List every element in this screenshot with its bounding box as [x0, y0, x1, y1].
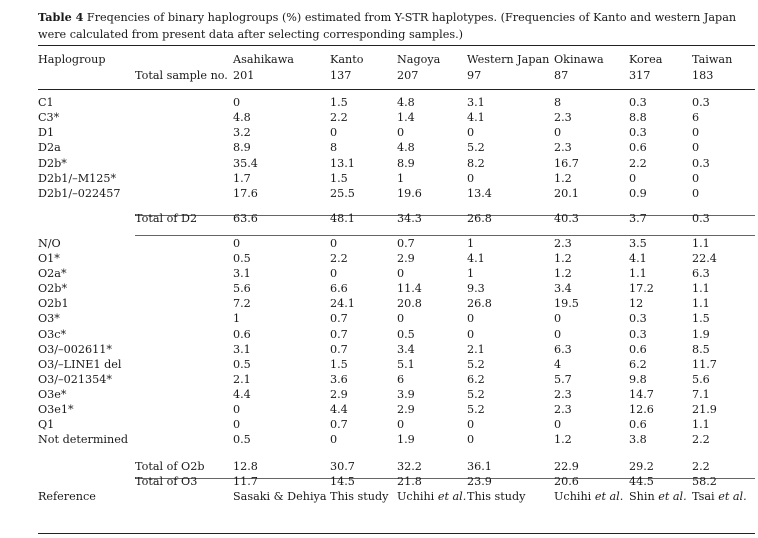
- frequency-cell: 8.9: [397, 156, 415, 170]
- table-row: [38, 311, 755, 326]
- haplogroup-name: C1: [38, 96, 54, 110]
- frequency-cell: 9.8: [629, 372, 647, 386]
- frequency-cell: 1.5: [330, 171, 348, 185]
- frequency-cell: 1.1: [692, 297, 710, 311]
- frequency-cell: 0.7: [330, 418, 348, 432]
- frequency-cell: 4.4: [330, 402, 348, 416]
- table-row: [38, 372, 755, 387]
- frequency-cell: 5.6: [692, 372, 710, 386]
- total-cell: 20.6: [554, 475, 579, 489]
- frequency-cell: 8.9: [233, 141, 251, 155]
- frequency-cell: 0.3: [629, 96, 647, 110]
- total-d2-row: [38, 211, 755, 226]
- sample-count: 183: [692, 68, 714, 82]
- table-row: [38, 296, 755, 311]
- frequency-cell: 12.6: [629, 402, 654, 416]
- frequency-cell: 0: [554, 126, 562, 140]
- reference-cell: Shin et al.: [629, 490, 687, 504]
- table-row: [38, 357, 755, 372]
- frequency-cell: 4.8: [397, 96, 415, 110]
- total-cell: 32.2: [397, 460, 422, 474]
- frequency-cell: 1.5: [330, 96, 348, 110]
- frequency-cell: 22.4: [692, 252, 717, 266]
- frequency-cell: 13.1: [330, 156, 355, 170]
- table-row: [38, 140, 755, 155]
- column-header: Okinawa: [554, 53, 604, 66]
- reference-cell: Uchihi et al.: [554, 490, 624, 504]
- frequency-cell: 1.2: [554, 433, 572, 447]
- frequency-cell: 0: [467, 312, 475, 326]
- haplogroup-name: D2b1/–022457: [38, 186, 121, 200]
- frequency-cell: 0: [692, 126, 700, 140]
- frequency-cell: 6.6: [330, 282, 348, 296]
- frequency-cell: 3.6: [330, 372, 348, 386]
- haplogroup-name: O2a*: [38, 267, 67, 281]
- frequency-cell: 0.7: [330, 327, 348, 341]
- frequency-cell: 6: [397, 372, 405, 386]
- frequency-cell: 0: [397, 312, 405, 326]
- frequency-cell: 0.5: [397, 327, 415, 341]
- frequency-cell: 11.7: [692, 357, 717, 371]
- frequency-cell: 0.9: [629, 186, 647, 200]
- frequency-cell: 13.4: [467, 186, 492, 200]
- frequency-cell: 0: [233, 402, 241, 416]
- frequency-cell: 2.2: [330, 111, 348, 125]
- header-row-names: [38, 52, 755, 68]
- frequency-cell: 1.1: [692, 418, 710, 432]
- frequency-cell: 1.5: [330, 357, 348, 371]
- frequency-cell: 3.2: [233, 126, 251, 140]
- haplogroup-name: O2b1: [38, 297, 69, 311]
- frequency-cell: 0: [467, 126, 475, 140]
- frequency-cell: 1: [467, 236, 475, 250]
- frequency-cell: 3.9: [397, 387, 415, 401]
- sample-count: 87: [554, 68, 569, 82]
- table-label: Table 4: [38, 10, 84, 24]
- frequency-cell: 5.7: [554, 372, 572, 386]
- total-cell: 58.2: [692, 475, 717, 489]
- frequency-cell: 1.1: [629, 267, 647, 281]
- frequency-cell: 17.2: [629, 282, 654, 296]
- frequency-cell: 5.2: [467, 141, 485, 155]
- frequency-cell: 5.2: [467, 402, 485, 416]
- frequency-cell: 21.9: [692, 402, 717, 416]
- frequency-cell: 16.7: [554, 156, 579, 170]
- column-header: Nagoya: [397, 53, 441, 66]
- frequency-cell: 2.9: [397, 252, 415, 266]
- reference-cell: Uchihi et al.: [397, 490, 467, 504]
- haplogroup-name: D2a: [38, 141, 61, 155]
- table-row: [38, 251, 755, 266]
- top-rule: [38, 45, 755, 46]
- total-label: Total of O2b: [135, 460, 205, 474]
- frequency-cell: 1.2: [554, 252, 572, 266]
- total-label: Total of O3: [135, 475, 198, 489]
- frequency-cell: 0: [554, 418, 562, 432]
- haplogroup-name: Q1: [38, 418, 55, 432]
- frequency-cell: 0: [330, 236, 338, 250]
- total-row: [38, 459, 755, 474]
- frequency-cell: 4.1: [467, 252, 485, 266]
- total-cell: 3.7: [629, 211, 647, 225]
- frequency-cell: 0.3: [629, 126, 647, 140]
- table-row: [38, 417, 755, 432]
- frequency-cell: 0.5: [233, 252, 251, 266]
- frequency-cell: 8.5: [692, 342, 710, 356]
- column-header: Western Japan: [467, 53, 550, 66]
- total-cell: 30.7: [330, 460, 355, 474]
- table-row: [38, 281, 755, 296]
- frequency-cell: 2.2: [629, 156, 647, 170]
- sample-count: 317: [629, 68, 651, 82]
- frequency-cell: 0: [233, 96, 241, 110]
- frequency-cell: 2.3: [554, 111, 572, 125]
- reference-cell: Tsai et al.: [692, 490, 747, 504]
- total-sample-label: Total sample no.: [135, 68, 228, 82]
- total-cell: 29.2: [629, 460, 654, 474]
- table-row: [38, 402, 755, 417]
- reference-row: [38, 489, 755, 504]
- frequency-cell: 1.5: [692, 312, 710, 326]
- frequency-cell: 4.8: [233, 111, 251, 125]
- table-row: [38, 327, 755, 342]
- frequency-cell: 19.6: [397, 186, 422, 200]
- frequency-cell: 6.2: [467, 372, 485, 386]
- header-row-sample: [38, 68, 755, 84]
- frequency-cell: 1.1: [692, 282, 710, 296]
- haplogroup-table: [38, 52, 755, 505]
- frequency-cell: 1.4: [397, 111, 415, 125]
- haplogroup-name: O3*: [38, 312, 60, 326]
- table-row: [38, 236, 755, 251]
- table-row: [38, 125, 755, 140]
- frequency-cell: 2.1: [233, 372, 251, 386]
- haplogroup-name: O3c*: [38, 327, 67, 341]
- table-row: [38, 342, 755, 357]
- table-row: [38, 95, 755, 110]
- frequency-cell: 0: [397, 418, 405, 432]
- haplogroup-name: O3/–021354*: [38, 372, 112, 386]
- frequency-cell: 0.7: [397, 236, 415, 250]
- frequency-cell: 5.2: [467, 387, 485, 401]
- frequency-cell: 1: [397, 171, 405, 185]
- frequency-cell: 1.9: [397, 433, 415, 447]
- frequency-cell: 0.3: [629, 312, 647, 326]
- frequency-cell: 2.9: [397, 402, 415, 416]
- frequency-cell: 3.8: [629, 433, 647, 447]
- total-cell: 22.9: [554, 460, 579, 474]
- frequency-cell: 0: [692, 141, 700, 155]
- frequency-cell: 0: [397, 267, 405, 281]
- reference-cell: This study: [330, 490, 389, 504]
- sample-count: 201: [233, 68, 255, 82]
- frequency-cell: 0.6: [629, 141, 647, 155]
- frequency-cell: 20.1: [554, 186, 579, 200]
- frequency-cell: 1.2: [554, 267, 572, 281]
- frequency-cell: 0: [233, 236, 241, 250]
- table-row: [38, 387, 755, 402]
- column-header: Taiwan: [692, 53, 733, 66]
- total-cell: 11.7: [233, 475, 258, 489]
- frequency-cell: 6.3: [554, 342, 572, 356]
- frequency-cell: 0.7: [330, 342, 348, 356]
- total-cell: 48.1: [330, 211, 355, 225]
- frequency-cell: 5.6: [233, 282, 251, 296]
- frequency-cell: 3.4: [397, 342, 415, 356]
- total-cell: 36.1: [467, 460, 492, 474]
- total-cell: 40.3: [554, 211, 579, 225]
- frequency-cell: 0: [629, 171, 637, 185]
- haplogroup-header: Haplogroup: [38, 53, 106, 66]
- total-cell: 26.8: [467, 211, 492, 225]
- column-header: Korea: [629, 53, 663, 66]
- reference-cell: Sasaki & Dehiya: [233, 490, 327, 504]
- frequency-cell: 0: [467, 327, 475, 341]
- haplogroup-name: O3/–LINE1 del: [38, 357, 122, 371]
- frequency-cell: 2.3: [554, 402, 572, 416]
- bottom-rule: [38, 533, 755, 534]
- frequency-cell: 0: [330, 126, 338, 140]
- table-row: [38, 186, 755, 201]
- frequency-cell: 4.8: [397, 141, 415, 155]
- column-header: Asahikawa: [233, 53, 294, 66]
- total-label: Total of D2: [135, 211, 198, 225]
- total-row: [38, 474, 755, 489]
- frequency-cell: 1.1: [692, 236, 710, 250]
- reference-label: Reference: [38, 490, 96, 504]
- frequency-cell: 8.2: [467, 156, 485, 170]
- spacer-row: [38, 83, 755, 95]
- table-row: [38, 432, 755, 447]
- total-cell: 0.3: [692, 211, 710, 225]
- frequency-cell: 7.2: [233, 297, 251, 311]
- frequency-cell: 0: [554, 327, 562, 341]
- frequency-cell: 6.3: [692, 267, 710, 281]
- frequency-cell: 7.1: [692, 387, 710, 401]
- frequency-cell: 11.4: [397, 282, 422, 296]
- frequency-cell: 14.7: [629, 387, 654, 401]
- frequency-cell: 0.3: [692, 156, 710, 170]
- frequency-cell: 5.1: [397, 357, 415, 371]
- frequency-cell: 12: [629, 297, 644, 311]
- haplogroup-name: D2b*: [38, 156, 67, 170]
- spacer-row: [38, 447, 755, 459]
- frequency-cell: 0: [330, 433, 338, 447]
- frequency-cell: 8.8: [629, 111, 647, 125]
- haplogroup-name: D1: [38, 126, 55, 140]
- frequency-cell: 0.6: [629, 342, 647, 356]
- frequency-cell: 2.2: [692, 433, 710, 447]
- frequency-cell: 0: [330, 267, 338, 281]
- frequency-cell: 3.1: [233, 267, 251, 281]
- haplogroup-name: O3/–002611*: [38, 342, 112, 356]
- total-cell: 34.3: [397, 211, 422, 225]
- frequency-cell: 0: [467, 418, 475, 432]
- frequency-cell: 19.5: [554, 297, 579, 311]
- frequency-cell: 4.1: [629, 252, 647, 266]
- total-cell: 2.2: [692, 460, 710, 474]
- frequency-cell: 3.1: [233, 342, 251, 356]
- total-cell: 14.5: [330, 475, 355, 489]
- total-cell: 44.5: [629, 475, 654, 489]
- frequency-cell: 3.1: [467, 96, 485, 110]
- frequency-cell: 0: [233, 418, 241, 432]
- haplogroup-name: N/O: [38, 236, 61, 250]
- haplogroup-name: O3e1*: [38, 402, 74, 416]
- frequency-cell: 1.2: [554, 171, 572, 185]
- total-cell: 12.8: [233, 460, 258, 474]
- frequency-cell: 4: [554, 357, 562, 371]
- frequency-cell: 2.9: [330, 387, 348, 401]
- frequency-cell: 35.4: [233, 156, 258, 170]
- haplogroup-name: C3*: [38, 111, 60, 125]
- frequency-cell: 1.9: [692, 327, 710, 341]
- frequency-cell: 2.3: [554, 387, 572, 401]
- frequency-cell: 0: [692, 186, 700, 200]
- frequency-cell: 0.3: [629, 327, 647, 341]
- frequency-cell: 4.1: [467, 111, 485, 125]
- frequency-cell: 25.5: [330, 186, 355, 200]
- frequency-cell: 0: [692, 171, 700, 185]
- total-cell: 21.8: [397, 475, 422, 489]
- spacer-row: [38, 226, 755, 236]
- frequency-cell: 3.5: [629, 236, 647, 250]
- column-header: Kanto: [330, 53, 364, 66]
- frequency-cell: 2.3: [554, 141, 572, 155]
- haplogroup-name: Not determined: [38, 433, 128, 447]
- frequency-cell: 0.7: [330, 312, 348, 326]
- table-row: [38, 110, 755, 125]
- frequency-cell: 4.4: [233, 387, 251, 401]
- frequency-cell: 0: [397, 126, 405, 140]
- frequency-cell: 5.2: [467, 357, 485, 371]
- frequency-cell: 1: [467, 267, 475, 281]
- table-row: [38, 266, 755, 281]
- haplogroup-name: O1*: [38, 252, 60, 266]
- spacer-row: [38, 201, 755, 211]
- frequency-cell: 1: [233, 312, 241, 326]
- frequency-cell: 1.7: [233, 171, 251, 185]
- frequency-cell: 0.3: [692, 96, 710, 110]
- reference-cell: This study: [467, 490, 526, 504]
- frequency-cell: 26.8: [467, 297, 492, 311]
- frequency-cell: 0.6: [233, 327, 251, 341]
- frequency-cell: 6: [692, 111, 700, 125]
- sample-count: 97: [467, 68, 482, 82]
- frequency-cell: 0.5: [233, 357, 251, 371]
- frequency-cell: 0: [554, 312, 562, 326]
- haplogroup-name: O3e*: [38, 387, 67, 401]
- total-cell: 63.6: [233, 211, 258, 225]
- caption-text: Freqencies of binary haplogroups (%) estimated from Y-STR haplotypes. (Frequencies of Kanto and western Japan were calculated from present data after selecting corresponding samples.): [38, 11, 737, 41]
- frequency-cell: 2.1: [467, 342, 485, 356]
- frequency-cell: 0.5: [233, 433, 251, 447]
- frequency-cell: 0: [467, 171, 475, 185]
- sample-count: 137: [330, 68, 352, 82]
- haplogroup-name: D2b1/–M125*: [38, 171, 117, 185]
- frequency-cell: 2.2: [330, 252, 348, 266]
- frequency-cell: 0: [467, 433, 475, 447]
- frequency-cell: 9.3: [467, 282, 485, 296]
- frequency-cell: 17.6: [233, 186, 258, 200]
- sample-count: 207: [397, 68, 419, 82]
- table-caption: [38, 9, 750, 43]
- total-cell: 23.9: [467, 475, 492, 489]
- frequency-cell: 3.4: [554, 282, 572, 296]
- frequency-cell: 8: [554, 96, 562, 110]
- table-row: [38, 171, 755, 186]
- table-row: [38, 156, 755, 171]
- frequency-cell: 6.2: [629, 357, 647, 371]
- frequency-cell: 20.8: [397, 297, 422, 311]
- frequency-cell: 24.1: [330, 297, 355, 311]
- frequency-cell: 0.6: [629, 418, 647, 432]
- frequency-cell: 2.3: [554, 236, 572, 250]
- haplogroup-name: O2b*: [38, 282, 68, 296]
- frequency-cell: 8: [330, 141, 338, 155]
